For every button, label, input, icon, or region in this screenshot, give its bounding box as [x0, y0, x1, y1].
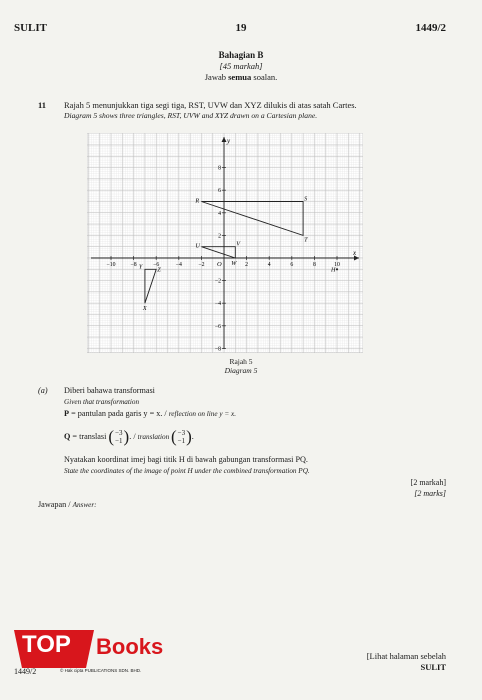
y-tick-label: −2 — [214, 278, 221, 285]
point-label-u: U — [195, 242, 200, 250]
point-label-r: R — [195, 197, 200, 205]
footer-code: 1449/2 — [14, 667, 37, 676]
Q-vec-top-en: −3 — [177, 428, 186, 437]
given-en: Given that transformation — [64, 398, 140, 406]
header-sulit: SULIT — [14, 22, 48, 34]
cartesian-plane — [87, 133, 363, 353]
transformation-Q — [64, 428, 194, 445]
point-label-v: V — [236, 240, 241, 248]
point-label-y: Y — [138, 263, 143, 271]
P-label: P — [64, 409, 70, 418]
marks-bm: [2 markah] — [410, 478, 446, 487]
origin-label: O — [217, 261, 222, 268]
x-tick-label: 6 — [290, 262, 294, 268]
Q-text: = translasi — [70, 432, 109, 441]
diagram-caption-en: Diagram 5 — [224, 366, 258, 375]
P-text-en: reflection on line y = x. — [168, 410, 237, 418]
question-text-en: Diagram 5 shows three triangles, RST, UVW and XYZ drawn on a Cartesian plane. — [64, 111, 318, 120]
given-bm: Diberi bahawa transformasi — [64, 386, 155, 395]
x-tick-label: −10 — [106, 262, 116, 268]
section-marks-text: [45 markah] — [219, 61, 263, 71]
y-axis-label: y — [227, 137, 231, 145]
P-text: = pantulan pada garis y = x. / — [69, 409, 169, 418]
logo-top-text: TOP — [22, 631, 71, 658]
answer-label-en: Answer: — [72, 501, 97, 509]
point-label-z: Z — [157, 266, 161, 274]
instruction-post: soalan. — [251, 72, 278, 82]
x-tick-label: 2 — [245, 262, 249, 268]
y-tick-label: −6 — [214, 323, 221, 330]
x-tick-label: −4 — [175, 262, 182, 268]
x-tick-label: −6 — [153, 262, 160, 268]
x-axis-label: x — [353, 249, 357, 257]
x-tick-label: −8 — [130, 262, 137, 268]
y-tick-label: −4 — [214, 301, 221, 308]
section-instruction — [0, 72, 482, 82]
Q-vector-en: ( −3 −1 ) — [171, 427, 192, 446]
Q-vec-bottom-en: −1 — [177, 436, 186, 445]
point-H-dot — [336, 268, 338, 270]
x-tick-label: 10 — [334, 262, 340, 268]
paper-code: 1449/2 — [415, 22, 446, 34]
cartesian-svg — [87, 133, 363, 353]
diagram-caption-bm: Rajah 5 — [229, 357, 253, 366]
transformation-P — [64, 409, 236, 418]
Q-end: . — [191, 432, 194, 441]
footer-sulit: SULIT — [420, 662, 446, 672]
point-label-t: T — [304, 236, 308, 244]
question-number: 11 — [38, 100, 47, 110]
section-title: Bahagian B — [218, 50, 264, 60]
answer-label — [38, 500, 97, 509]
point-label-x: X — [142, 305, 147, 313]
topbooks-logo — [12, 620, 96, 670]
y-tick-label: 6 — [218, 188, 221, 195]
publisher-text: © Hak cipta PUBLICATIONS SDN. BHD. — [60, 668, 142, 673]
point-label-h: H — [331, 266, 336, 274]
y-tick-label: 4 — [218, 210, 221, 217]
next-page-note: [Lihat halaman sebelah — [366, 651, 446, 661]
y-tick-label: 8 — [218, 165, 221, 172]
answer-label-bm: Jawapan / — [38, 500, 73, 509]
state-bm: Nyatakan koordinat imej bagi titik H di bawah gabungan transformasi PQ. — [64, 455, 308, 464]
instruction-bold: semua — [228, 72, 252, 82]
logo-books-text: Books — [96, 634, 164, 659]
y-tick-label: 2 — [218, 233, 221, 240]
section-marks — [0, 61, 482, 71]
x-tick-label: 8 — [312, 262, 316, 268]
point-label-s: S — [304, 195, 308, 203]
x-tick-label: 4 — [267, 262, 271, 268]
marks-en: [2 marks] — [414, 489, 446, 498]
Q-vec-bottom: −1 — [115, 436, 123, 445]
state-en: State the coordinates of the image of point H under the combined transformation PQ. — [64, 467, 310, 475]
instruction-pre: Jawab — [204, 72, 229, 82]
question-text-bm: Rajah 5 menunjukkan tiga segi tiga, RST, UVW dan XYZ dilukis di atas satah Cartes. — [64, 100, 357, 110]
Q-label: Q — [64, 432, 71, 441]
point-label-w: W — [231, 260, 237, 267]
Q-sep: . / — [129, 432, 138, 441]
Q-vector-bm: ( −3 −1 ) — [108, 427, 130, 446]
Q-vec-top: −3 — [115, 428, 123, 437]
part-a-label: (a) — [38, 386, 48, 395]
page-number: 19 — [235, 22, 247, 34]
y-tick-label: −8 — [214, 346, 221, 353]
Q-text-en: translation — [137, 432, 171, 441]
x-tick-label: −2 — [198, 262, 205, 268]
